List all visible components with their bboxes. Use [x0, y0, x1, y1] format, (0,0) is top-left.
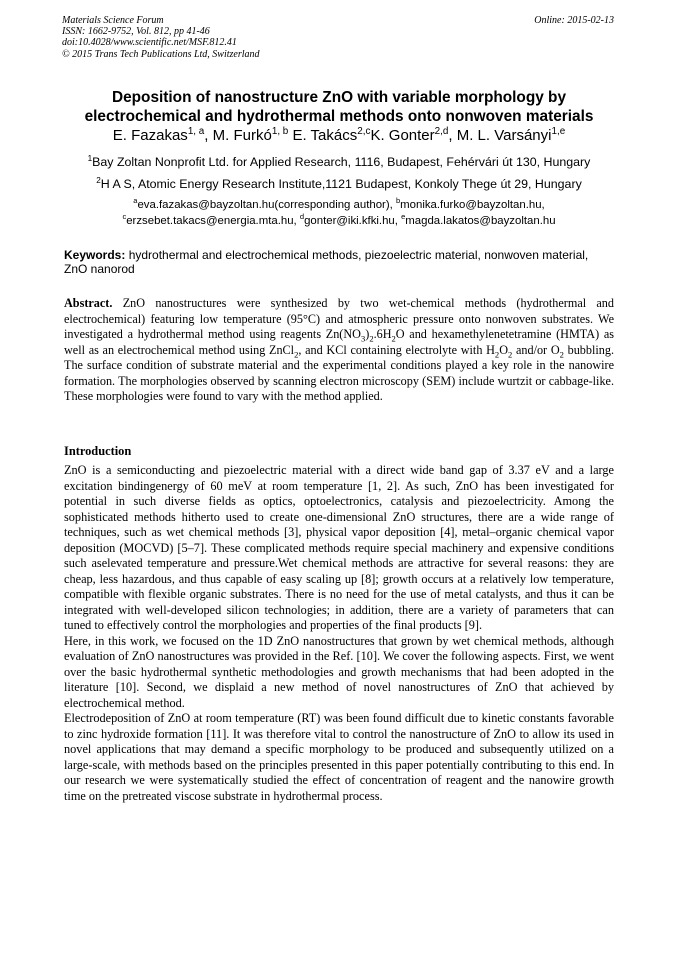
affiliation-text: Bay Zoltan Nonprofit Ltd. for Applied Research, 1116, Budapest, Fehérvári út 130, Hungary	[92, 155, 591, 169]
email[interactable]: monika.furko@bayzoltan.hu,	[400, 199, 545, 211]
email-line	[40, 211, 638, 230]
author-affiliation-mark: 1, b	[271, 126, 289, 137]
affiliation-number: 1	[87, 153, 93, 163]
author-affiliation-mark: 2,d	[434, 126, 449, 137]
journal-header	[62, 15, 614, 60]
subscript: 2	[494, 348, 500, 359]
subscript: 2	[369, 333, 374, 344]
author-list	[40, 127, 638, 145]
paragraph: ZnO is a semiconducting and piezoelectric material with a direct wide band gap of 3.37 eV and a large excitation bindingenergy of 60 meV at room temperature [1, 2]. As such, ZnO has been investigated for potential in such diverse fields as optics, optoelectronics, catalysis and piezoelectricity. Among the sophisticated methods hitherto used to create one-dimensional ZnO structures, there are a wide range of techniques, such as wet chemical methods [3], physical vapor deposition [4], metal–organic chemical vapor deposition (MOCVD) [5–7]. These complicated methods require special machinery and expensive conditions such aselevated temperature and pressure.Wet chemical methods are attractive for several reasons: they are cheap, less hazardous, and thus capable of easy scaling up [8]; growth occurs at a relatively low temperature, compatible with flexible organic substrates. There is no need for the use of metal catalysts, and thus it can be integrated with well-developed silicon technologies; in addition, there are a variety of parameters that can tuned to effectively control the morphologies and properties of the final products [9].	[64, 463, 614, 632]
author-separator: ,	[204, 127, 213, 144]
abstract-text: bubbling. The surface condition of substrate material and the experimental conditions played a key role in the nanowire formation. The morphologies observed by scanning electron microscopy (SEM) include wurtzit or cabbage-like. These morphologies were found to vary with the method applied.	[64, 342, 615, 403]
abstract-text: O	[499, 342, 508, 357]
email-mark: b	[395, 196, 401, 206]
paragraph: Here, in this work, we focused on the 1D ZnO nanostructures that grown by wet chemical methods, although evaluation of ZnO nanostructures was provided in the Ref. [10]. We cover the following aspects. First, we went over the basic hydrothermal synthetic methodologies and growth mechanisms that had been adopted in the literature [10]. Second, we displaid a new method of novel nanostructures of ZnO that achieved by electrochemical method.	[64, 633, 614, 710]
abstract-text: O and hexamethylenetetramine (HMTA) as well as an electrochemical method using ZnCl	[64, 327, 614, 357]
subscript: 2	[294, 348, 299, 359]
section-heading: Introduction	[64, 444, 132, 458]
abstract	[64, 296, 614, 405]
author-affiliation-mark: 2,c	[357, 126, 371, 137]
issn-line: ISSN: 1662-9752, Vol. 812, pp 41-46	[62, 26, 210, 38]
author-name: E. Takács	[292, 127, 358, 144]
author-name: K. Gonter	[370, 127, 435, 144]
doi-line: doi:10.4028/www.scientific.net/MSF.812.41	[62, 37, 237, 49]
paragraph: Electrodeposition of ZnO at room temperature (RT) was been found difficult due to kinetic constants favorable to zinc hydroxide formation [11]. It was therefore vital to control the nanostructure of ZnO to allow its used in novel applications that may demand a specific morphology to be produced and subsequently utilized on a large-scale, with methods based on the principles presented in this paper potentially contributing to this end. In our research we were systematically studied the effect of concentration of reagent and the nanowire growth time on the pretreated viscose substrate in hydrothermal process.	[64, 711, 614, 803]
introduction-body	[64, 463, 614, 804]
online-date: Online: 2015-02-13	[534, 15, 614, 26]
email[interactable]: magda.lakatos@bayzoltan.hu	[405, 214, 556, 227]
author-affiliation-mark: 1,e	[551, 126, 566, 137]
author-affiliation-mark: 1, a	[187, 126, 205, 137]
affiliation	[40, 177, 638, 192]
journal-name: Materials Science Forum	[62, 15, 164, 26]
author-emails	[40, 198, 638, 229]
subscript: 2	[508, 348, 513, 359]
author-name: E. Fazakas	[112, 127, 188, 144]
affiliation-number: 2	[96, 175, 101, 185]
keywords	[64, 248, 614, 276]
abstract-text: , and KCl containing electrolyte with H	[298, 342, 495, 357]
author-separator: ,	[448, 127, 457, 144]
keywords-text: hydrothermal and electrochemical methods, piezoelectric material, nonwoven material, ZnO nanorod	[64, 248, 589, 276]
affiliation	[40, 155, 638, 170]
abstract-paragraph	[64, 296, 614, 405]
email[interactable]: erzsebet.takacs@energia.mta.hu,	[126, 214, 300, 227]
paper-title	[40, 88, 638, 126]
abstract-text: and/or O	[512, 342, 560, 357]
email-mark: c	[122, 211, 127, 221]
title-line: electrochemical and hydrothermal methods onto nonwoven materials	[84, 108, 594, 125]
subscript: 3	[360, 333, 366, 344]
author-name: M. Furkó	[212, 127, 272, 144]
subscript: 2	[559, 348, 564, 359]
email-mark: e	[401, 211, 406, 221]
email-mark: d	[299, 211, 305, 221]
email-line	[40, 198, 638, 214]
abstract-label: Abstract.	[64, 296, 113, 310]
abstract-text: .6H	[373, 327, 392, 341]
subscript: 2	[391, 333, 396, 344]
author-name: M. L. Varsányi	[456, 127, 552, 144]
abstract-text: )	[365, 327, 370, 341]
keywords-label: Keywords:	[64, 248, 126, 262]
email[interactable]: eva.fazakas@bayzoltan.hu(corresponding author),	[137, 199, 396, 211]
affiliation-text: H A S, Atomic Energy Research Institute,1121 Budapest, Konkoly Thege út 29, Hungary	[100, 177, 582, 191]
copyright-line: © 2015 Trans Tech Publications Ltd, Switzerland	[62, 48, 260, 60]
title-line: Deposition of nanostructure ZnO with variable morphology by	[111, 89, 567, 106]
email[interactable]: gonter@iki.kfki.hu,	[304, 214, 402, 227]
email-mark: a	[133, 196, 138, 206]
abstract-text: ZnO nanostructures were synthesized by two wet-chemical methods (hydrothermal and electrochemical) featuring low temperature (95°C) and atmospheric pressure onto nonwoven substrates. We investigated a hydrothermal method using reagents Zn(NO	[64, 296, 614, 341]
